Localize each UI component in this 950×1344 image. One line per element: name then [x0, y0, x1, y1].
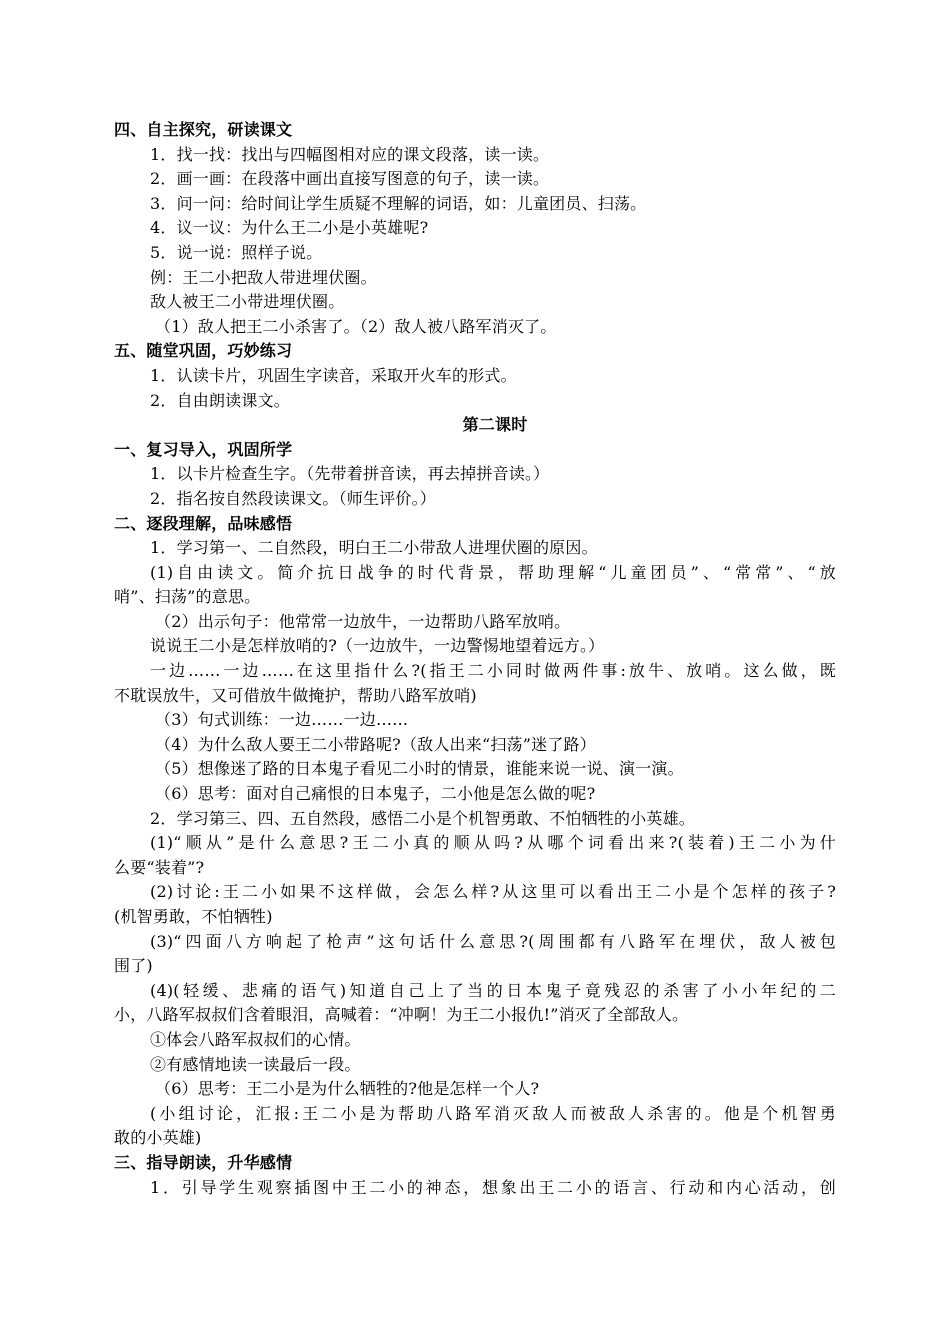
- text-line: （2）出示句子：他常常一边放牛，一边帮助八路军放哨。: [155, 611, 571, 631]
- text-line: 2．画一画：在段落中画出直接写图意的句子，读一读。: [150, 169, 550, 189]
- text-line: 1．引导学生观察插图中王二小的神态，想象出王二小的语言、行动和内心活动，创: [150, 1177, 836, 1197]
- text-line: 2．指名按自然段读课文。（师生评价。）: [150, 488, 436, 508]
- text-line: （3）句式训练：一边……一边……: [155, 710, 409, 730]
- text-line: （6）思考：面对自己痛恨的日本鬼子，二小他是怎么做的呢?: [155, 784, 596, 804]
- text-line: 1．学习第一、二自然段，明白王二小带敌人进埋伏圈的原因。: [150, 538, 598, 558]
- text-line: 1．以卡片检查生字。（先带着拼音读，再去掉拼音读。）: [150, 464, 550, 484]
- text-line: 敌人被王二小带进埋伏圈。: [150, 292, 345, 312]
- text-line: ②有感情地读一读最后一段。: [150, 1054, 361, 1074]
- text-line: 1．找一找：找出与四幅图相对应的课文段落，读一读。: [150, 144, 550, 164]
- text-line: (1)自由读文。简介抗日战争的时代背景，帮助理解“儿童团员”、“常常”、“放: [150, 562, 836, 582]
- text-line: 4．议一议：为什么王二小是小英雄呢?: [150, 218, 429, 238]
- section-heading: 三、指导朗读，升华感情: [114, 1152, 293, 1172]
- text-line: (1)“顺从”是什么意思?王二小真的顺从吗?从哪个词看出来?(装着)王二小为什: [150, 833, 836, 853]
- text-line: 一边……一边……在这里指什么?(指王二小同时做两件事:放牛、放哨。这么做，既: [150, 661, 836, 681]
- lesson-title: 第二课时: [462, 415, 528, 435]
- text-line: （5）想像迷了路的日本鬼子看见二小时的情景，谁能来说一说、演一演。: [155, 759, 684, 779]
- text-line: 说说王二小是怎样放哨的?（一边放牛，一边警惕地望着远方。）: [150, 636, 605, 656]
- text-line: (4)(轻缓、悲痛的语气)知道自己上了当的日本鬼子竟残忍的杀害了小小年纪的二: [150, 980, 836, 1000]
- text-line: 哨”、扫荡”的意思。: [114, 587, 261, 607]
- section-heading: 二、逐段理解，品味感悟: [114, 513, 293, 533]
- text-line: 例：王二小把敌人带进埋伏圈。: [150, 267, 377, 287]
- text-line: 5．说一说：照样子说。: [150, 242, 323, 262]
- text-line: （1）敌人把王二小杀害了。（2）敌人被八路军消灭了。: [155, 316, 557, 336]
- text-line: (机智勇敢，不怕牺牲): [114, 907, 273, 926]
- document-page: [0, 118, 950, 1200]
- text-line: （4）为什么敌人要王二小带路呢?（敌人出来“扫荡”迷了路）: [155, 734, 596, 754]
- section-heading: 五、随堂巩固，巧妙练习: [114, 341, 293, 361]
- text-line: (2)讨论:王二小如果不这样做，会怎么样?从这里可以看出王二小是个怎样的孩子?: [150, 882, 836, 902]
- text-line: ①体会八路军叔叔们的心情。: [150, 1029, 361, 1049]
- text-line: 不耽误放牛，又可借放牛做掩护，帮助八路军放哨): [114, 685, 477, 705]
- text-line: 围了): [114, 956, 153, 976]
- text-line: （6）思考：王二小是为什么牺牲的?他是怎样一个人?: [155, 1079, 540, 1099]
- text-line: 2．学习第三、四、五自然段，感悟二小是个机智勇敢、不怕牺牲的小英雄。: [150, 808, 695, 828]
- text-line: 敢的小英雄): [114, 1128, 202, 1148]
- text-line: (3)“四面八方响起了枪声”这句话什么意思?(周围都有八路军在埋伏，敌人被包: [150, 931, 836, 951]
- section-heading: 一、复习导入，巩固所学: [114, 439, 293, 459]
- text-line: 小，八路军叔叔们含着眼泪，高喊着：“冲啊！为王二小报仇!”消灭了全部敌人。: [114, 1005, 689, 1025]
- text-line: 2．自由朗读课文。: [150, 390, 290, 410]
- text-line: (小组讨论，汇报:王二小是为帮助八路军消灭敌人而被敌人杀害的。他是个机智勇: [150, 1103, 836, 1123]
- section-heading: 四、自主探究，研读课文: [114, 120, 293, 139]
- text-line: 1．认读卡片，巩固生字读音，采取开火车的形式。: [150, 365, 517, 385]
- text-line: 3．问一问：给时间让学生质疑不理解的词语，如：儿童团员、扫荡。: [150, 193, 647, 213]
- text-line: 么要“装着”?: [114, 857, 205, 877]
